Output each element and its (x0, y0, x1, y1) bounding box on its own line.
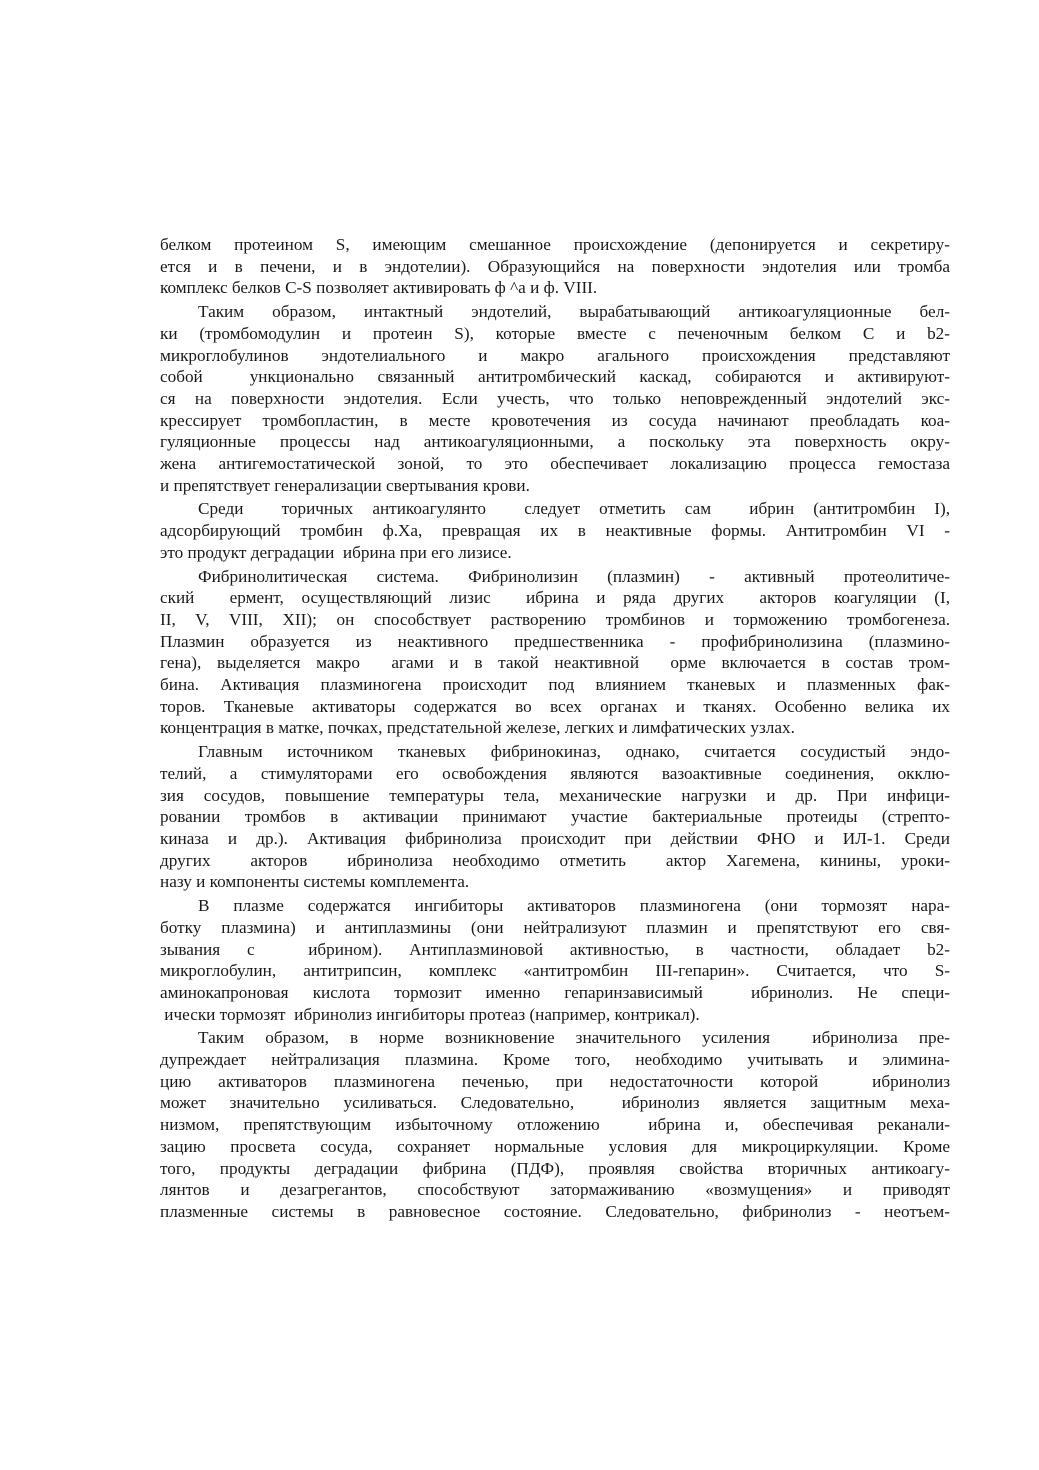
paragraph-3 (160, 498, 950, 563)
text-line: II, V, VIII, XII); он способствует растворению тромбинов и торможению тромбогенеза. (160, 609, 950, 629)
text-line: может значительно усиливаться. Следовательно, ибринолиз является защитным меха- (160, 1093, 950, 1113)
text-line: телий, а стимуляторами его освобождения являются вазоактивные соединения, окклю- (160, 763, 950, 783)
text-line: дупреждает нейтрализация плазмина. Кроме того, необходимо учитывать и элимина- (160, 1050, 950, 1070)
text-line: комплекс белков C-S позволяет активировать ф ^а и ф. VIII. (160, 278, 598, 298)
paragraph-6 (160, 895, 950, 1025)
text-line: Плазмин образуется из неактивного предшественника - профибринолизина (плазмино- (160, 631, 950, 651)
text-line: адсорбирующий тромбин ф.Ха, превращая их в неактивные формы. Антитромбин VI - (160, 521, 950, 541)
text-line: других акторов ибринолиза необходимо отметить актор Хагемена, кинины, уроки- (160, 850, 950, 870)
document-page (160, 234, 950, 1223)
text-line: цию активаторов плазминогена печенью, при недостаточности которой ибринолиз (160, 1071, 950, 1091)
text-line: гена), выделяется макро агами и в такой неактивной орме включается в состав тром- (160, 653, 950, 673)
paragraph-4 (160, 566, 950, 740)
text-line: Главным источником тканевых фибринокиназ, однако, считается сосудистый эндо- (198, 742, 950, 762)
text-line: ически тормозят ибринолиз ингибиторы протеаз (например, контрикал). (160, 1004, 700, 1024)
text-line: киназа и др.). Активация фибринолиза происходит при действии ФНО и ИЛ-1. Среди (160, 828, 950, 848)
text-line: микроглобулин, антитрипсин, комплекс «антитромбин III-гепарин». Считается, что S- (160, 961, 950, 981)
text-line: гуляционные процессы над антикоагуляционными, а поскольку эта поверхность окру- (160, 432, 950, 452)
text-line: ки (тромбомодулин и протеин S), которые вместе с печеночным белком C и b2- (160, 323, 950, 343)
text-line: бина. Активация плазминогена происходит под влиянием тканевых и плазменных фак- (160, 675, 950, 695)
text-line: белком протеином S, имеющим смешанное происхождение (депонируется и секретиру- (160, 235, 950, 254)
text-line: аминокапроновая кислота тормозит именно гепаринзависимый ибринолиз. Не специ- (160, 982, 950, 1002)
text-line: микроглобулинов эндотелиального и макро агального происхождения представляют (160, 345, 950, 365)
text-line: Фибринолитическая система. Фибринолизин (плазмин) - активный протеолитиче- (198, 566, 950, 586)
text-line: того, продукты деградации фибрина (ПДФ), проявляя свойства вторичных антикоагу- (160, 1158, 950, 1178)
text-line: Среди торичных антикоагулянто следует отметить сам ибрин (антитромбин I), (198, 499, 950, 519)
text-line: жена антигемостатической зоной, то это обеспечивает локализацию процесса гемостаза (160, 454, 950, 474)
text-line: ский ермент, осуществляющий лизис ибрина и ряда других акторов коагуляции (I, (160, 588, 950, 608)
text-line: крессирует тромбопластин, в месте кровотечения из сосуда начинают преобладать коа- (160, 410, 950, 430)
text-line: назу и компоненты системы комплемента. (160, 872, 470, 892)
text-line: это продукт деградации ибрина при его лизисе. (160, 542, 512, 562)
paragraph-7 (160, 1027, 950, 1222)
text-line: собой ункционально связанный антитромбический каскад, собираются и активируют- (160, 367, 950, 387)
text-line: Таким образом, в норме возникновение значительного усиления ибринолиза пре- (198, 1028, 950, 1048)
text-line: лянтов и дезагрегантов, способствуют затормаживанию «возмущения» и приводят (160, 1180, 950, 1200)
text-line: ровании тромбов в активации принимают участие бактериальные протеиды (стрепто- (160, 807, 950, 827)
text-line: зацию просвета сосуда, сохраняет нормальные условия для микроциркуляции. Кроме (160, 1136, 950, 1156)
paragraph-5 (160, 741, 950, 893)
text-line: ботку плазмина) и антиплазмины (они нейтрализуют плазмин и препятствуют его свя- (160, 917, 950, 937)
text-line: ся на поверхности эндотелия. Если учесть, что только неповрежденный эндотелий экс- (160, 388, 950, 408)
text-line: низмом, препятствующим избыточному отложению ибрина и, обеспечивая реканали- (160, 1115, 950, 1135)
text-line: В плазме содержатся ингибиторы активаторов плазминогена (они тормозят нара- (198, 896, 950, 916)
paragraph-1 (160, 234, 950, 299)
paragraph-2 (160, 301, 950, 496)
text-line: и препятствует генерализации свертывания крови. (160, 475, 530, 495)
text-line: торов. Тканевые активаторы содержатся во всех органах и тканях. Особенно велика их (160, 696, 950, 716)
text-line: плазменные системы в равновесное состояние. Следовательно, фибринолиз - неотъем- (160, 1201, 950, 1221)
text-line: концентрация в матке, почках, предстательной железе, легких и лимфатических узлах. (160, 718, 795, 738)
text-line: ется и в печени, и в эндотелии). Образующийся на поверхности эндотелия или тромба (160, 256, 950, 276)
text-line: Таким образом, интактный эндотелий, вырабатывающий антикоагуляционные бел- (198, 302, 950, 322)
text-line: зывания с ибрином). Антиплазминовой активностью, в частности, обладает b2- (160, 939, 950, 959)
text-line: зия сосудов, повышение температуры тела, механические нагрузки и др. При инфици- (160, 785, 950, 805)
